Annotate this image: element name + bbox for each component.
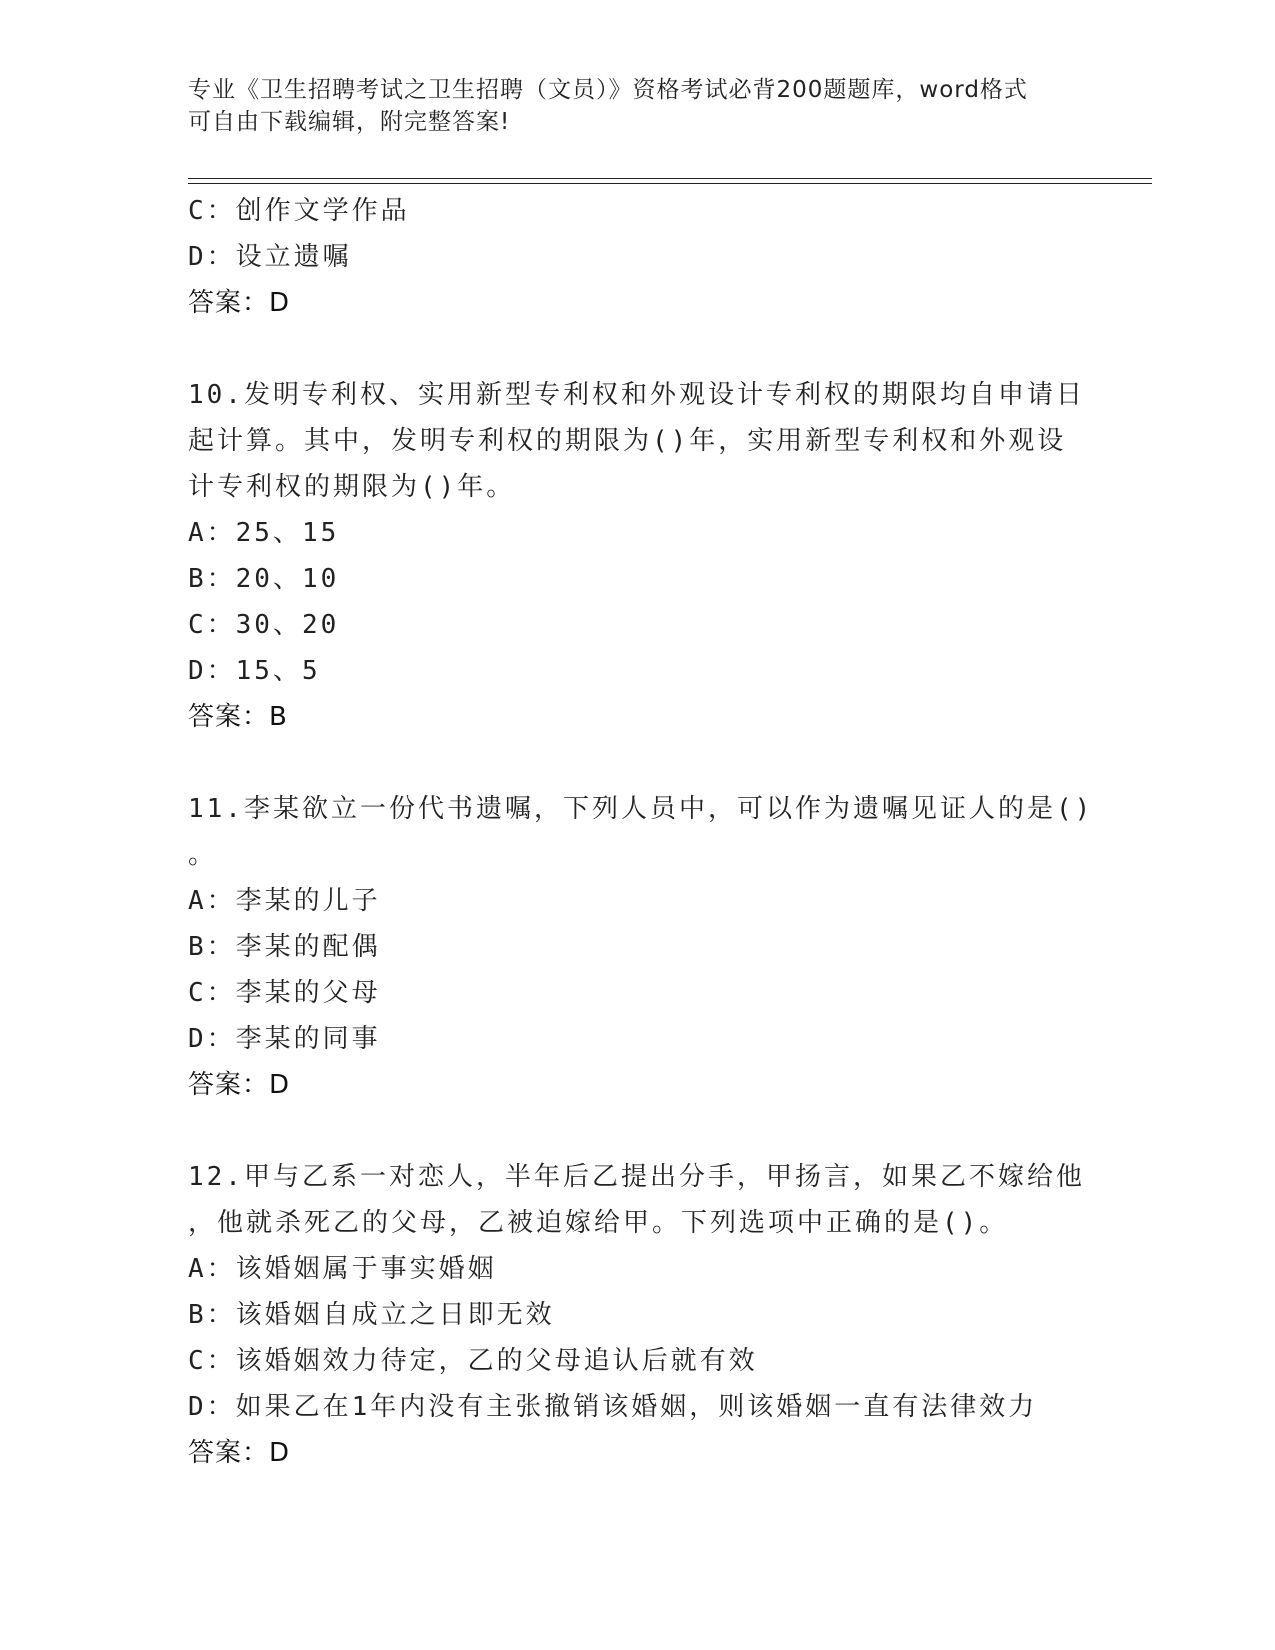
header-line-2: 可自由下载编辑，附完整答案! (188, 109, 511, 135)
answer: 答案：D (188, 1070, 291, 1100)
answer: 答案：B (188, 702, 288, 732)
question-10 (188, 372, 1088, 740)
question-stem: 12.甲与乙系一对恋人，半年后乙提出分手，甲扬言，如果乙不嫁给他 (188, 1162, 1085, 1192)
question-stem: 11.李某欲立一份代书遗嘱，下列人员中，可以作为遗嘱见证人的是() (188, 794, 1094, 824)
option-c: C：李某的父母 (188, 978, 381, 1008)
option-d: D：李某的同事 (188, 1024, 381, 1054)
spacer (188, 326, 1088, 372)
option-c: C：30、20 (188, 610, 340, 640)
option-c: C：创作文学作品 (188, 196, 410, 226)
option-d: D：如果乙在1年内没有主张撤销该婚姻，则该婚姻一直有法律效力 (188, 1392, 1038, 1422)
spacer (188, 1108, 1088, 1154)
question-stem: 起计算。其中，发明专利权的期限为()年，实用新型专利权和外观设 (188, 426, 1067, 456)
option-c: C：该婚姻效力待定，乙的父母追认后就有效 (188, 1346, 758, 1376)
question-11 (188, 786, 1094, 1108)
header-divider-top (188, 178, 1152, 179)
question-stem: 计专利权的期限为()年。 (188, 472, 516, 502)
question-stem: 。 (188, 840, 218, 870)
question-9 (188, 188, 1088, 326)
question-12 (188, 1154, 1088, 1476)
option-b: B：李某的配偶 (188, 932, 381, 962)
question-stem: ，他就杀死乙的父母，乙被迫嫁给甲。下列选项中正确的是()。 (188, 1208, 1009, 1238)
answer: 答案：D (188, 288, 291, 318)
option-a: A：该婚姻属于事实婚姻 (188, 1254, 497, 1284)
option-d: D：设立遗嘱 (188, 242, 352, 272)
answer: 答案：D (188, 1438, 291, 1468)
option-b: B：该婚姻自成立之日即无效 (188, 1300, 555, 1330)
header-divider-bottom (188, 183, 1152, 184)
header-line-1: 专业《卫生招聘考试之卫生招聘（文员）》资格考试必背200题题库，word格式 (188, 77, 1028, 103)
question-stem: 10.发明专利权、实用新型专利权和外观设计专利权的期限均自申请日 (188, 380, 1085, 410)
option-b: B：20、10 (188, 564, 340, 594)
option-a: A：李某的儿子 (188, 886, 381, 916)
option-d: D：15、5 (188, 656, 321, 686)
question-list (188, 188, 1094, 1476)
document-header (188, 74, 1078, 138)
spacer (188, 740, 1088, 786)
option-a: A：25、15 (188, 518, 340, 548)
